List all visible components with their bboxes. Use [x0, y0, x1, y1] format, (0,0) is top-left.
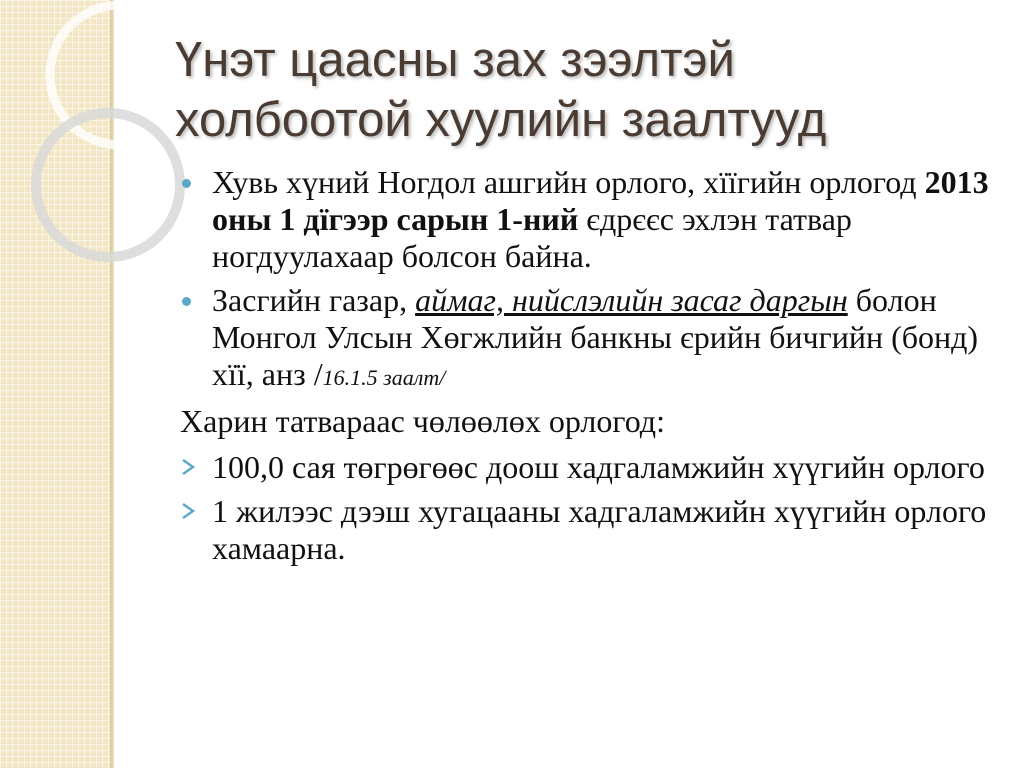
chevron-right-icon [181, 459, 195, 475]
sub-bullet-item-2 [180, 493, 1000, 567]
decorative-rings [0, 0, 200, 300]
bullet-1-bold: 2013 оны 1 дїгээр сарын 1-ний [212, 164, 989, 237]
bullet-1-text: Хувь хүний Ногдол ашгийн орлого, хїїгийн орлогод [212, 164, 925, 200]
sub-bullet-2-text: 1 жилээс дээш хугацааны хадгаламжийн хүүгийн орлого хамаарна. [212, 493, 987, 566]
bullet-dot-icon [182, 179, 191, 188]
bullet-1-text-end: єдрєєс эхлэн татвар ногдуулахаар болсон байна. [212, 201, 852, 274]
bullet-item-1 [180, 164, 1000, 275]
chevron-right-icon [181, 503, 195, 519]
bullet-2-italic-link[interactable]: аймаг, нийслэлийн засаг даргын [415, 282, 848, 318]
bullet-2-text-end: болон Монгол Улсын Хөгжлийн банкны єрийн бичгийн (бонд) хїї, анз / [212, 282, 979, 392]
title-line-1: Үнэт цаасны зах зээлтэй [175, 33, 735, 87]
slide-title [175, 30, 995, 150]
plain-paragraph: Харин татвараас чөлөөлөх орлогод: [180, 403, 665, 439]
bullet-dot-icon [182, 297, 191, 306]
bullet-item-2 [180, 282, 1000, 396]
decorative-ring-bottom [36, 113, 180, 257]
title-line-2: холбоотой хуулийн заалтууд [175, 93, 827, 147]
slide-content [180, 164, 1000, 574]
sub-bullet-item-1 [180, 449, 1000, 486]
bullet-2-text: Засгийн газар, [212, 282, 416, 318]
sub-bullet-1-text: 100,0 сая төгрөгөөс доош хадгаламжийн хүүгийн орлого [212, 449, 985, 485]
bullet-2-reference: 16.1.5 заалт/ [322, 365, 446, 390]
